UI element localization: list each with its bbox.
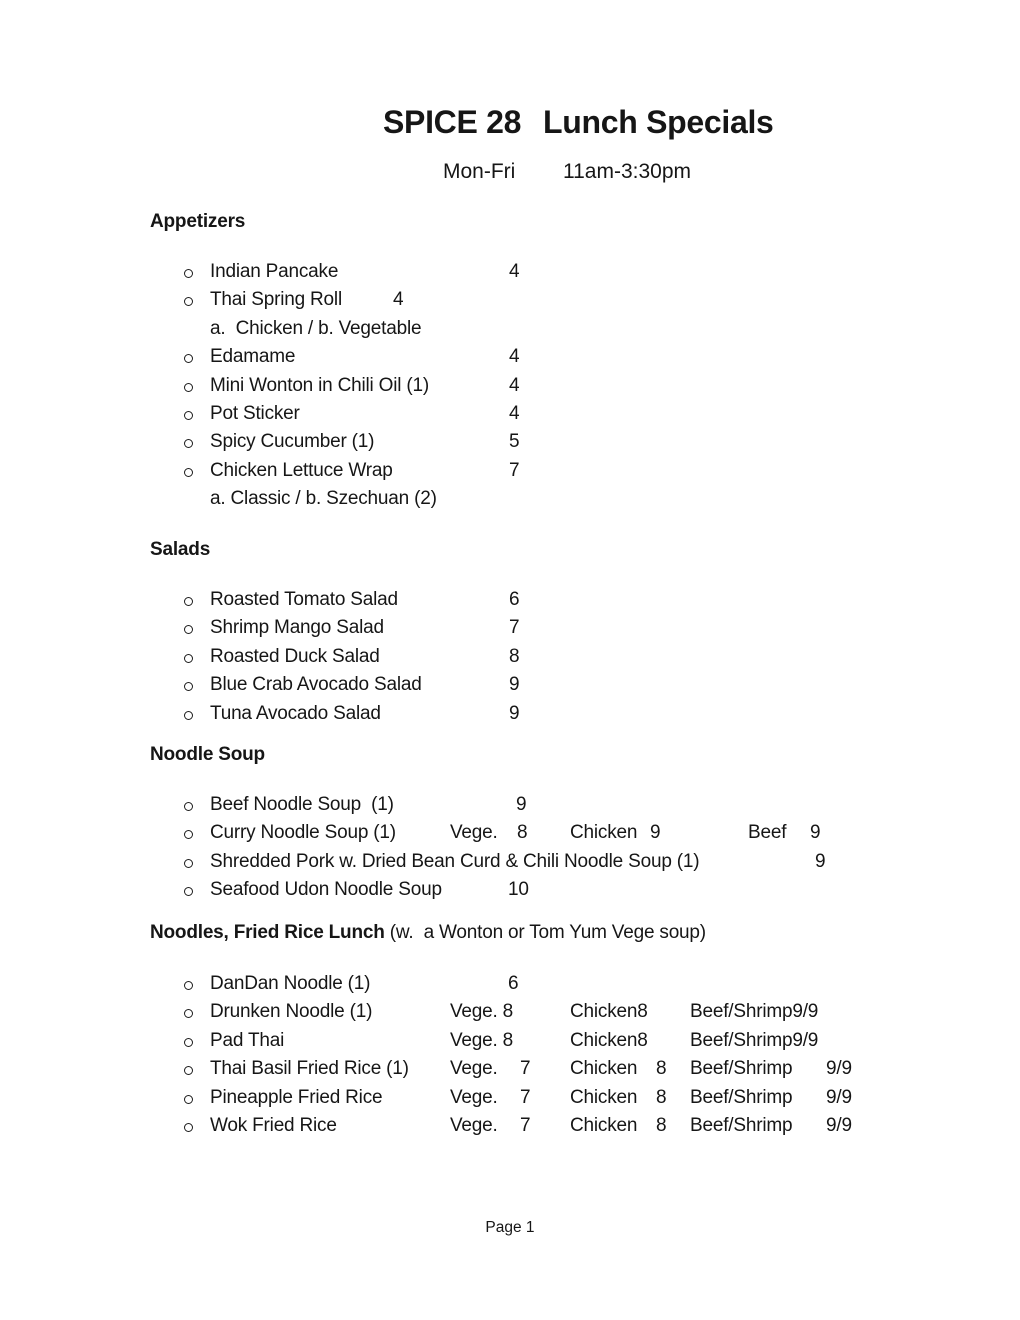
item-price: 7 (520, 1058, 531, 1080)
circle-bullet-icon (184, 468, 193, 477)
section-heading-label: Appetizers (150, 211, 246, 232)
section-heading (150, 919, 706, 947)
item-price: 9/9 (826, 1058, 852, 1080)
menu-item-row (0, 848, 1020, 876)
menu-item-subline (0, 315, 1020, 343)
circle-bullet-icon (184, 1009, 193, 1018)
item-options-text: a. Chicken / b. Vegetable (210, 317, 422, 339)
menu-item-row (0, 970, 1020, 998)
item-name: Beef Noodle Soup (1) (210, 794, 394, 815)
item-name: Drunken Noodle (1) (210, 1001, 373, 1023)
section-heading-note: (w. a Wonton or Tom Yum Vege soup) (384, 922, 706, 943)
item-name: Chicken Lettuce Wrap (210, 459, 393, 481)
circle-bullet-icon (184, 859, 193, 868)
menu-item-row (0, 428, 1020, 456)
menu-item-row (0, 700, 1020, 728)
item-price: 9 (509, 702, 520, 724)
item-name: Wok Fried Rice (210, 1115, 337, 1136)
circle-bullet-icon (184, 1095, 193, 1104)
circle-bullet-icon (184, 830, 193, 839)
item-price: 6 (509, 589, 520, 610)
circle-bullet-icon (184, 269, 193, 278)
item-price: 8 (509, 645, 520, 667)
menu-item-row (0, 1027, 1020, 1055)
item-price: 10 (508, 879, 529, 901)
circle-bullet-icon (184, 439, 193, 448)
item-name: Shrimp Mango Salad (210, 617, 384, 639)
item-variant: Beef (748, 822, 787, 844)
menu-item-row (0, 643, 1020, 671)
section-heading-label: Salads (150, 539, 211, 560)
item-price: 4 (509, 346, 520, 368)
item-variant: Vege. (450, 822, 498, 844)
menu-item-row (0, 819, 1020, 847)
item-name: Shredded Pork w. Dried Bean Curd & Chili Noodle Soup (1) (210, 850, 700, 872)
section-heading-label: Noodles, Fried Rice Lunch (150, 922, 385, 943)
circle-bullet-icon (184, 654, 193, 663)
item-variant: Beef/Shrimp (690, 1115, 793, 1136)
item-price: 8 (656, 1058, 667, 1080)
circle-bullet-icon (184, 383, 193, 392)
page-number: Page 1 (485, 1219, 535, 1236)
menu-item-row (0, 1055, 1020, 1083)
item-price: 4 (393, 289, 404, 311)
item-price: 9 (810, 822, 821, 844)
menu-item-row (0, 998, 1020, 1026)
item-variant: Chicken (570, 822, 638, 844)
schedule-hours: 11am-3:30pm (563, 160, 692, 183)
circle-bullet-icon (184, 1038, 193, 1047)
item-price: 8 (656, 1086, 667, 1108)
item-name: Edamame (210, 346, 296, 368)
circle-bullet-icon (184, 1066, 193, 1075)
item-variant: Beef/Shrimp9/9 (690, 1001, 819, 1023)
item-price: 9 (650, 822, 661, 844)
menu-item-row (0, 400, 1020, 428)
item-name: DanDan Noodle (1) (210, 973, 371, 994)
item-price: 7 (509, 459, 520, 481)
item-variant: Vege. 8 (450, 1001, 514, 1023)
item-variant: Chicken (570, 1115, 638, 1136)
item-price: 4 (509, 261, 520, 282)
schedule-days: Mon-Fri (443, 160, 516, 183)
item-price: 7 (509, 617, 520, 639)
menu-item-row (0, 1084, 1020, 1112)
item-price: 4 (509, 374, 520, 396)
menu-item-subline (0, 485, 1020, 513)
menu-item-row (0, 614, 1020, 642)
circle-bullet-icon (184, 682, 193, 691)
item-price: 6 (508, 973, 519, 994)
item-name: Blue Crab Avocado Salad (210, 674, 422, 696)
menu-item-row (0, 586, 1020, 614)
item-price: 5 (509, 431, 520, 453)
item-name: Spicy Cucumber (1) (210, 431, 375, 453)
section-heading (150, 741, 265, 769)
item-name: Pad Thai (210, 1029, 285, 1051)
item-variant: Vege. (450, 1086, 498, 1108)
section-heading-label: Noodle Soup (150, 744, 265, 765)
item-name: Pot Sticker (210, 403, 300, 424)
circle-bullet-icon (184, 1123, 193, 1132)
circle-bullet-icon (184, 711, 193, 720)
item-name: Thai Basil Fried Rice (1) (210, 1058, 409, 1080)
item-variant: Chicken (570, 1086, 638, 1108)
circle-bullet-icon (184, 297, 193, 306)
menu-item-row (0, 258, 1020, 286)
item-name: Tuna Avocado Salad (210, 702, 381, 724)
menu-item-row (0, 1112, 1020, 1140)
menu-item-row (0, 372, 1020, 400)
menu-item-row (0, 286, 1020, 314)
menu-item-row (0, 791, 1020, 819)
section-heading (150, 208, 245, 236)
item-options-text: a. Classic / b. Szechuan (2) (210, 488, 437, 510)
item-variant: Beef/Shrimp9/9 (690, 1029, 819, 1051)
menu-item-row (0, 457, 1020, 485)
item-price: 9 (815, 850, 826, 872)
item-price: 8 (517, 822, 528, 844)
item-variant: Chicken8 (570, 1029, 648, 1051)
item-price: 9 (516, 794, 527, 815)
item-name: Roasted Duck Salad (210, 645, 380, 667)
page-title-restaurant-name: SPICE 28 (383, 104, 522, 140)
section-heading (150, 536, 210, 564)
circle-bullet-icon (184, 354, 193, 363)
item-name: Curry Noodle Soup (1) (210, 822, 396, 844)
page-title-menu-type: Lunch Specials (543, 104, 774, 140)
item-variant: Chicken8 (570, 1001, 648, 1023)
item-name: Thai Spring Roll (210, 289, 342, 311)
item-name: Indian Pancake (210, 261, 339, 282)
item-name: Seafood Udon Noodle Soup (210, 879, 442, 901)
item-name: Pineapple Fried Rice (210, 1086, 383, 1108)
menu-item-row (0, 343, 1020, 371)
item-price: 9/9 (826, 1086, 852, 1108)
circle-bullet-icon (184, 597, 193, 606)
item-price: 7 (520, 1086, 531, 1108)
menu-item-row (0, 876, 1020, 904)
item-price: 9 (509, 674, 520, 696)
item-variant: Vege. (450, 1115, 498, 1136)
item-price: 9/9 (826, 1115, 852, 1136)
circle-bullet-icon (184, 981, 193, 990)
circle-bullet-icon (184, 625, 193, 634)
item-price: 7 (520, 1115, 531, 1136)
item-variant: Chicken (570, 1058, 638, 1080)
circle-bullet-icon (184, 411, 193, 420)
item-price: 8 (656, 1115, 667, 1136)
item-variant: Vege. 8 (450, 1029, 514, 1051)
circle-bullet-icon (184, 802, 193, 811)
menu-item-row (0, 671, 1020, 699)
circle-bullet-icon (184, 887, 193, 896)
item-name: Mini Wonton in Chili Oil (1) (210, 374, 429, 396)
item-variant: Beef/Shrimp (690, 1086, 793, 1108)
item-variant: Vege. (450, 1058, 498, 1080)
item-variant: Beef/Shrimp (690, 1058, 793, 1080)
item-price: 4 (509, 403, 520, 424)
item-name: Roasted Tomato Salad (210, 589, 398, 610)
